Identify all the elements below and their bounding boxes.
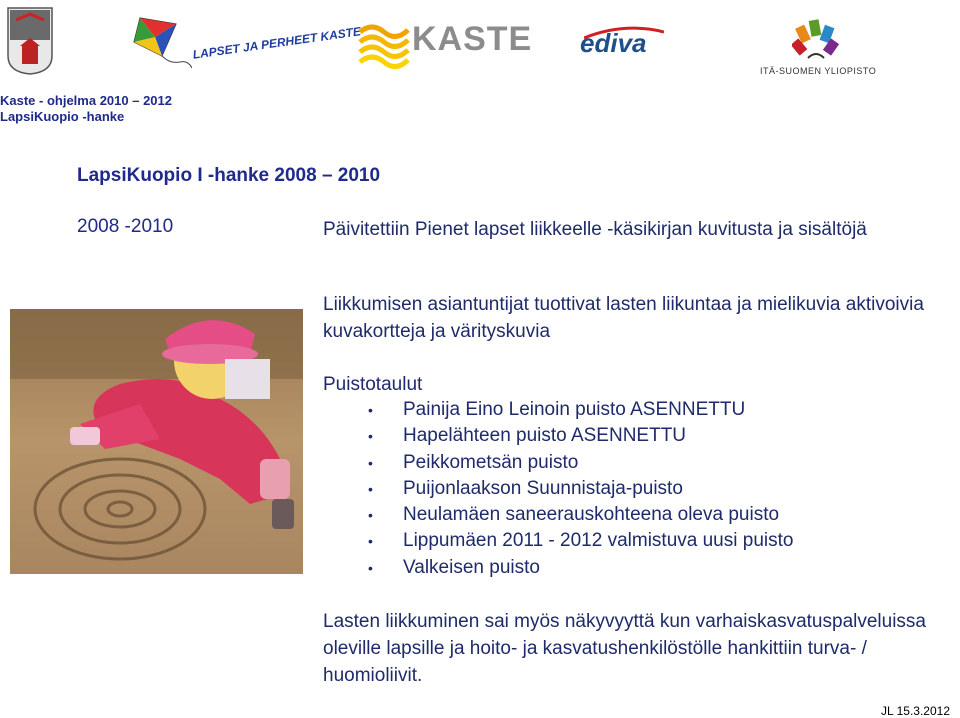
program-title-line1: Kaste - ohjelma 2010 – 2012 [0, 93, 172, 108]
page-heading: LapsiKuopio I -hanke 2008 – 2010 [77, 165, 381, 186]
kuopio-crest-logo [6, 6, 54, 76]
years-label: 2008 -2010 [77, 216, 174, 237]
list-item: • Puijonlaakson Suunnistaja-puisto [368, 476, 793, 502]
uef-logo-text: ITÄ-SUOMEN YLIOPISTO [760, 66, 877, 76]
bullet-icon: • [368, 507, 373, 524]
bullet-icon: • [368, 533, 373, 550]
paragraph-kuvakortit: Liikkumisen asiantuntijat tuottivat lasten liikuntaa ja mielikuvia aktivoivia kuvakortteja ja värityskuvia [323, 294, 924, 342]
list-item: • Peikkometsän puisto [368, 450, 793, 476]
ediva-logo [580, 26, 680, 66]
puistot-list [368, 397, 793, 581]
bullet-icon: • [368, 480, 373, 497]
list-item: • Lippumäen 2011 - 2012 valmistuva uusi puisto [368, 528, 793, 554]
list-item: • Neulamäen saneerauskohteena oleva puisto [368, 502, 793, 528]
program-title-line2: LapsiKuopio -hanke [0, 109, 125, 124]
ediva-logo-text: ediva [580, 28, 647, 58]
list-item: • Painija Eino Leinoin puisto ASENNETTU [368, 397, 793, 423]
kaste-logo-text: KASTE [412, 20, 533, 58]
bullet-icon: • [368, 428, 373, 445]
paragraph-puistotaulut: Puistotaulut [323, 374, 423, 395]
paragraph-liivit: Lasten liikkuminen sai myös näkyvyyttä kun varhaiskasvatuspalveluissa oleville lapsille ja hoito- ja kasvatushenkilöstölle hankittiin turva- / huomioliivit. [323, 611, 926, 686]
ita-suomen-yliopisto-logo [760, 18, 877, 80]
bullet-icon: • [368, 559, 373, 576]
list-item: • Valkeisen puisto [368, 555, 793, 581]
bullet-icon: • [368, 454, 373, 471]
child-in-sand-photo [10, 309, 303, 574]
paragraph-kasikirja: Päivitettiin Pienet lapset liikkeelle -käsikirjan kuvitusta ja sisältöjä [323, 219, 867, 240]
list-item: • Hapelähteen puisto ASENNETTU [368, 423, 793, 449]
lapset-ja-perheet-kaste-logo [132, 12, 362, 72]
bullet-icon: • [368, 402, 373, 418]
program-title [0, 93, 172, 125]
kaste-logo [358, 20, 533, 70]
kite-logo-text: LAPSET JA PERHEET KASTE [191, 24, 362, 62]
footer-date: JL 15.3.2012 [881, 704, 950, 718]
